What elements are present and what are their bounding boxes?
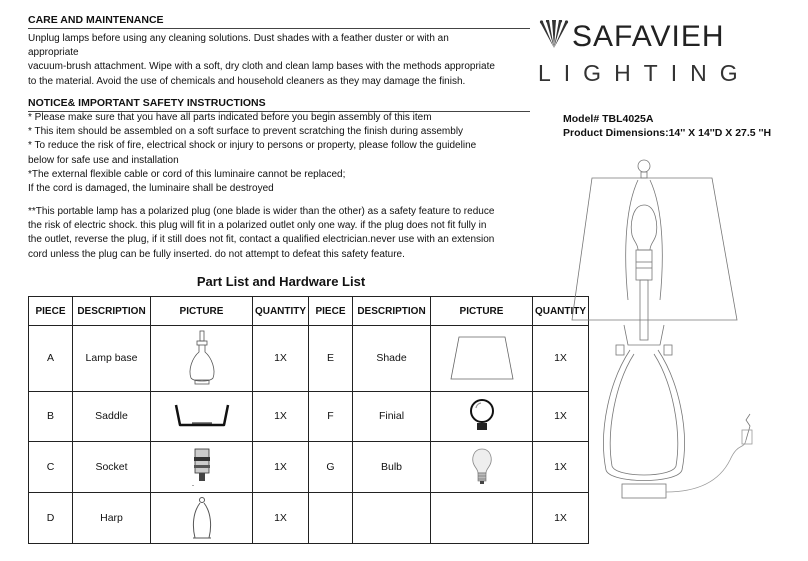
safety-text [28,111,476,196]
safety-line: * Please make sure that you have all parts indicated before you begin assembly of this item [28,112,432,123]
piece-cell: F [309,391,353,442]
description-cell: Bulb [353,442,431,493]
care-text [28,32,495,89]
table-row [29,442,589,493]
picture-cell [431,442,533,493]
plug-line: cord unless the plug can be fully inserted. do not attempt to defeat this safety feature. [28,248,405,260]
shade-icon [449,335,515,381]
saddle-icon [172,401,232,431]
picture-cell [431,493,533,544]
picture-cell [151,493,253,544]
safety-line: * This item should be assembled on a soft surface to prevent scratching the finish during assembly [28,126,464,138]
header-picture: PICTURE [431,297,533,326]
care-title: CARE AND MAINTENANCE [28,14,164,26]
plug-line: **This portable lamp has a polarized plug (one blade is wider than the other) as a safety feature to reduce [28,206,495,217]
picture-cell [151,326,253,391]
piece-cell: B [29,391,73,442]
product-dimensions: Product Dimensions:14'' X 14''D X 27.5 ''H [563,127,772,139]
care-line: appropriate [28,47,79,59]
description-cell: Saddle [73,391,151,442]
header-piece: PIECE [309,297,353,326]
quantity-cell: 1X [253,326,309,391]
description-cell: Finial [353,391,431,442]
chandelier-fan-icon [538,20,570,50]
care-line: to the material. Avoid the use of chemicals and household cleaners as they may damage the finish. [28,75,466,87]
care-divider [28,28,530,29]
quantity-cell: 1X [533,391,589,442]
header-quantity: QUANTITY [253,297,309,326]
safety-line: * To reduce the risk of fire, electrical shock or injury to persons or property, please follow the guideline [28,140,477,152]
header-description: DESCRIPTION [73,297,151,326]
quantity-cell: 1X [253,493,309,544]
quantity-cell: 1X [253,391,309,442]
piece-cell: D [29,493,73,544]
table-row [29,326,589,391]
socket-icon [190,447,214,487]
description-cell [353,493,431,544]
piece-cell: C [29,442,73,493]
safety-line: *The external flexible cable or cord of this luminaire cannot be replaced; [28,168,346,180]
lamp-base-icon [182,330,222,386]
table-header-row [29,297,589,326]
care-line: vacuum-brush attachment. Wipe with a soft, dry cloth and clean lamp bases with the methods appropriate [28,61,495,73]
description-cell: Shade [353,326,431,391]
finial-icon [467,396,497,436]
lamp-assembly-drawing [560,150,780,510]
parts-title: Part List and Hardware List [196,274,366,289]
bulb-icon [470,447,494,487]
care-line: Unplug lamps before using any cleaning solutions. Dust shades with a feather duster or with an [28,33,449,44]
quantity-cell: 1X [533,493,589,544]
description-cell: Socket [73,442,151,493]
piece-cell [309,493,353,544]
quantity-cell: 1X [533,442,589,493]
table-row [29,391,589,442]
picture-cell [431,326,533,391]
plug-line: the outlet, reverse the plug, if it still does not fit, contact a qualified electrician.never use with an extension [28,234,495,246]
quantity-cell: 1X [533,326,589,391]
header-quantity: QUANTITY [533,297,589,326]
model-number: Model# TBL4025A [563,113,654,125]
plug-warning [28,205,494,262]
harp-icon [187,496,217,540]
safety-line: below for safe use and installation [28,154,179,166]
piece-cell: A [29,326,73,391]
safety-line: If the cord is damaged, the luminaire shall be destroyed [28,183,274,195]
description-cell: Harp [73,493,151,544]
picture-cell [431,391,533,442]
piece-cell: E [309,326,353,391]
plug-line: the risk of electric shock. this plug will fit in a polarized outlet only one way. if the plug does not fit fully in [28,220,487,232]
header-picture: PICTURE [151,297,253,326]
brand-sub: LIGHTING [538,60,751,86]
piece-cell: G [309,442,353,493]
table-row [29,493,589,544]
header-description: DESCRIPTION [353,297,431,326]
picture-cell [151,391,253,442]
quantity-cell: 1X [253,442,309,493]
picture-cell [151,442,253,493]
safety-title: NOTICE& IMPORTANT SAFETY INSTRUCTIONS [28,97,266,109]
description-cell: Lamp base [73,326,151,391]
parts-table [28,296,589,544]
brand-name: SAFAVIEH [572,20,725,53]
header-piece: PIECE [29,297,73,326]
